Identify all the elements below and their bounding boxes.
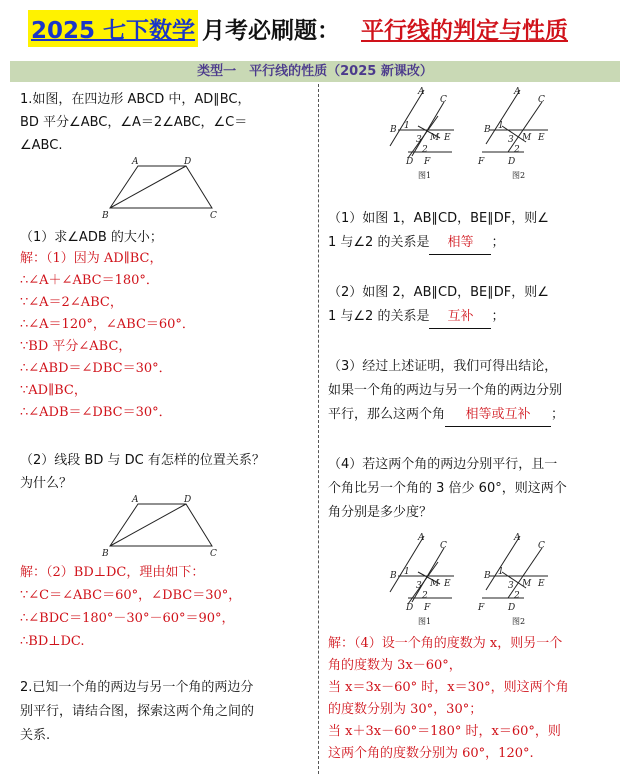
svg-text:A: A bbox=[132, 495, 139, 505]
title-topic: 平行线的判定与性质 bbox=[361, 18, 568, 44]
q1-line2: BD 平分∠ABC，∠A＝2∠ABC，∠C＝ bbox=[20, 115, 248, 130]
svg-text:M: M bbox=[522, 579, 532, 589]
sol1-line: ∵AD∥BC， bbox=[20, 383, 87, 398]
svg-text:F: F bbox=[478, 157, 485, 167]
sol1-line: ∴∠ABD＝∠DBC＝30°． bbox=[20, 361, 172, 376]
fig2-caption: 图2 bbox=[512, 617, 526, 626]
title-year-subject: 2025 七下数学 bbox=[28, 10, 198, 47]
svg-text:D: D bbox=[184, 495, 192, 505]
svg-text:D: D bbox=[508, 603, 516, 613]
section-banner: 类型一 平行线的性质（2025 新课改） bbox=[10, 61, 620, 82]
q2-p3-answer: 相等或互补 bbox=[445, 403, 551, 427]
svg-text:F: F bbox=[478, 603, 485, 613]
q1-figure-trapezoid bbox=[98, 156, 228, 222]
sol4-line: 的度数分别为 30°，30°； bbox=[328, 702, 483, 717]
q2-p1-suffix: ； bbox=[491, 235, 505, 250]
svg-text:3: 3 bbox=[508, 581, 514, 591]
sol4-line: 角的度数为 3x－60°， bbox=[328, 658, 462, 673]
q2-p3-line1: （3）经过上述证明，我们可得出结论， bbox=[328, 359, 558, 374]
q1-part2-line2: 为什么？ bbox=[20, 476, 73, 491]
svg-text:1: 1 bbox=[404, 567, 410, 577]
svg-text:B: B bbox=[102, 549, 109, 559]
svg-text:C: C bbox=[538, 541, 545, 551]
svg-text:M: M bbox=[522, 133, 532, 143]
svg-text:C: C bbox=[538, 95, 545, 105]
svg-text:C: C bbox=[210, 211, 217, 221]
sol4-line: 解：（4）设一个角的度数为 x，则另一个 bbox=[328, 636, 563, 651]
q2-line1: 2.已知一个角的两边与另一个角的两边分 bbox=[20, 680, 254, 695]
column-divider bbox=[318, 84, 319, 774]
sol4-line: 当 x＝3x－60° 时，x＝30°，则这两个角 bbox=[328, 680, 569, 695]
svg-text:A: A bbox=[418, 533, 425, 543]
svg-text:F: F bbox=[424, 603, 431, 613]
q2-p4-line2: 个角比另一个角的 3 倍少 60°，则这两个 bbox=[328, 481, 567, 496]
svg-text:E: E bbox=[444, 579, 451, 589]
svg-text:A: A bbox=[514, 533, 521, 543]
svg-text:图2: 图2 bbox=[512, 171, 526, 180]
svg-text:1: 1 bbox=[404, 121, 410, 131]
q2-p2-line2 bbox=[328, 305, 504, 329]
q2-p1-line1: （1）如图 1，AB∥CD，BE∥DF，则∠ bbox=[328, 211, 549, 226]
q2-line3: 关系. bbox=[20, 728, 51, 743]
q2-p3-line3 bbox=[328, 403, 564, 427]
q2-p3-prefix: 平行，那么这两个角 bbox=[328, 407, 446, 422]
svg-text:2: 2 bbox=[422, 145, 428, 155]
q1-part1: （1）求∠ADB 的大小； bbox=[20, 230, 163, 245]
q2-solution4 bbox=[328, 633, 623, 765]
sol1-line: ∵∠A＝2∠ABC， bbox=[20, 295, 123, 310]
svg-text:C: C bbox=[440, 95, 447, 105]
svg-text:A: A bbox=[132, 157, 139, 167]
svg-text:M: M bbox=[430, 133, 440, 143]
svg-text:C: C bbox=[440, 541, 447, 551]
svg-text:2: 2 bbox=[514, 591, 520, 601]
svg-text:C: C bbox=[210, 549, 217, 559]
q2-figures-bottom bbox=[378, 532, 568, 632]
q2-p4-line1: （4）若这两个角的两边分别平行，且一 bbox=[328, 457, 558, 472]
svg-text:3: 3 bbox=[508, 135, 514, 145]
sol1-line: 解：（1）因为 AD∥BC， bbox=[20, 251, 163, 266]
q2-p2-line1: （2）如图 2，AB∥CD，BE∥DF，则∠ bbox=[328, 285, 549, 300]
sol2-line: 解：（2）BD⊥DC，理由如下： bbox=[20, 565, 205, 580]
svg-text:D: D bbox=[406, 603, 414, 613]
sol1-line: ∵BD 平分∠ABC， bbox=[20, 339, 132, 354]
sol1-line: ∴∠A＝120°，∠ABC＝60°． bbox=[20, 317, 195, 332]
sol2-line: ∴BD⊥DC. bbox=[20, 634, 85, 649]
svg-text:D: D bbox=[184, 157, 192, 167]
svg-text:1: 1 bbox=[498, 121, 504, 131]
q2-line2: 别平行，请结合图，探索这两个角之间的 bbox=[20, 704, 255, 719]
q2-p2-suffix: ； bbox=[491, 309, 505, 324]
q1-part2-line1: （2）线段 BD 与 DC 有怎样的位置关系？ bbox=[20, 453, 265, 468]
page-title bbox=[28, 6, 608, 50]
svg-text:B: B bbox=[484, 125, 491, 135]
svg-text:A: A bbox=[514, 87, 521, 97]
fig1-caption: 图1 bbox=[418, 617, 432, 626]
q1-solution2 bbox=[20, 561, 315, 653]
sol2-line: ∴∠BDC＝180°－30°－60°＝90°， bbox=[20, 611, 235, 626]
svg-text:E: E bbox=[538, 579, 545, 589]
svg-text:1: 1 bbox=[498, 567, 504, 577]
svg-text:F: F bbox=[424, 157, 431, 167]
q2-p2-prefix: 1 与∠2 的关系是 bbox=[328, 309, 430, 324]
q1-line3: ∠ABC. bbox=[20, 138, 63, 153]
svg-text:B: B bbox=[390, 125, 397, 135]
svg-text:2: 2 bbox=[514, 145, 520, 155]
svg-text:A: A bbox=[418, 87, 425, 97]
svg-text:E: E bbox=[538, 133, 545, 143]
sol1-line: ∴∠ADB＝∠DBC＝30°． bbox=[20, 405, 172, 420]
q2-figures-top bbox=[378, 86, 568, 186]
sol2-line: ∵∠C＝∠ABC＝60°，∠DBC＝30°， bbox=[20, 588, 242, 603]
q2-p4-line3: 角分别是多少度？ bbox=[328, 505, 433, 520]
title-exam: 月考必刷题： bbox=[202, 18, 340, 44]
svg-text:图1: 图1 bbox=[418, 171, 432, 180]
q2-p1-prefix: 1 与∠2 的关系是 bbox=[328, 235, 430, 250]
q2-p3-line2: 如果一个角的两边与另一个角的两边分别 bbox=[328, 383, 563, 398]
q2-p3-suffix: ； bbox=[551, 407, 565, 422]
sol4-line: 当 x＋3x－60°＝180° 时，x＝60°，则 bbox=[328, 724, 561, 739]
svg-text:E: E bbox=[444, 133, 451, 143]
svg-text:B: B bbox=[390, 571, 397, 581]
svg-text:3: 3 bbox=[416, 581, 422, 591]
svg-text:2: 2 bbox=[422, 591, 428, 601]
q2-p2-answer: 互补 bbox=[429, 305, 491, 329]
svg-text:3: 3 bbox=[416, 135, 422, 145]
q2-p1-answer: 相等 bbox=[429, 231, 491, 255]
q1-solution1 bbox=[20, 248, 310, 424]
sol1-line: ∴∠A＋∠ABC＝180°． bbox=[20, 273, 159, 288]
sol4-line: 这两个角的度数分别为 60°，120°. bbox=[328, 746, 534, 761]
q1-line1: 1.如图，在四边形 ABCD 中，AD∥BC， bbox=[20, 92, 251, 107]
svg-text:D: D bbox=[406, 157, 414, 167]
svg-text:D: D bbox=[508, 157, 516, 167]
q1-figure-trapezoid-2 bbox=[98, 494, 228, 560]
svg-text:B: B bbox=[484, 571, 491, 581]
svg-text:B: B bbox=[102, 211, 109, 221]
svg-text:M: M bbox=[430, 579, 440, 589]
q2-p1-line2 bbox=[328, 231, 504, 255]
